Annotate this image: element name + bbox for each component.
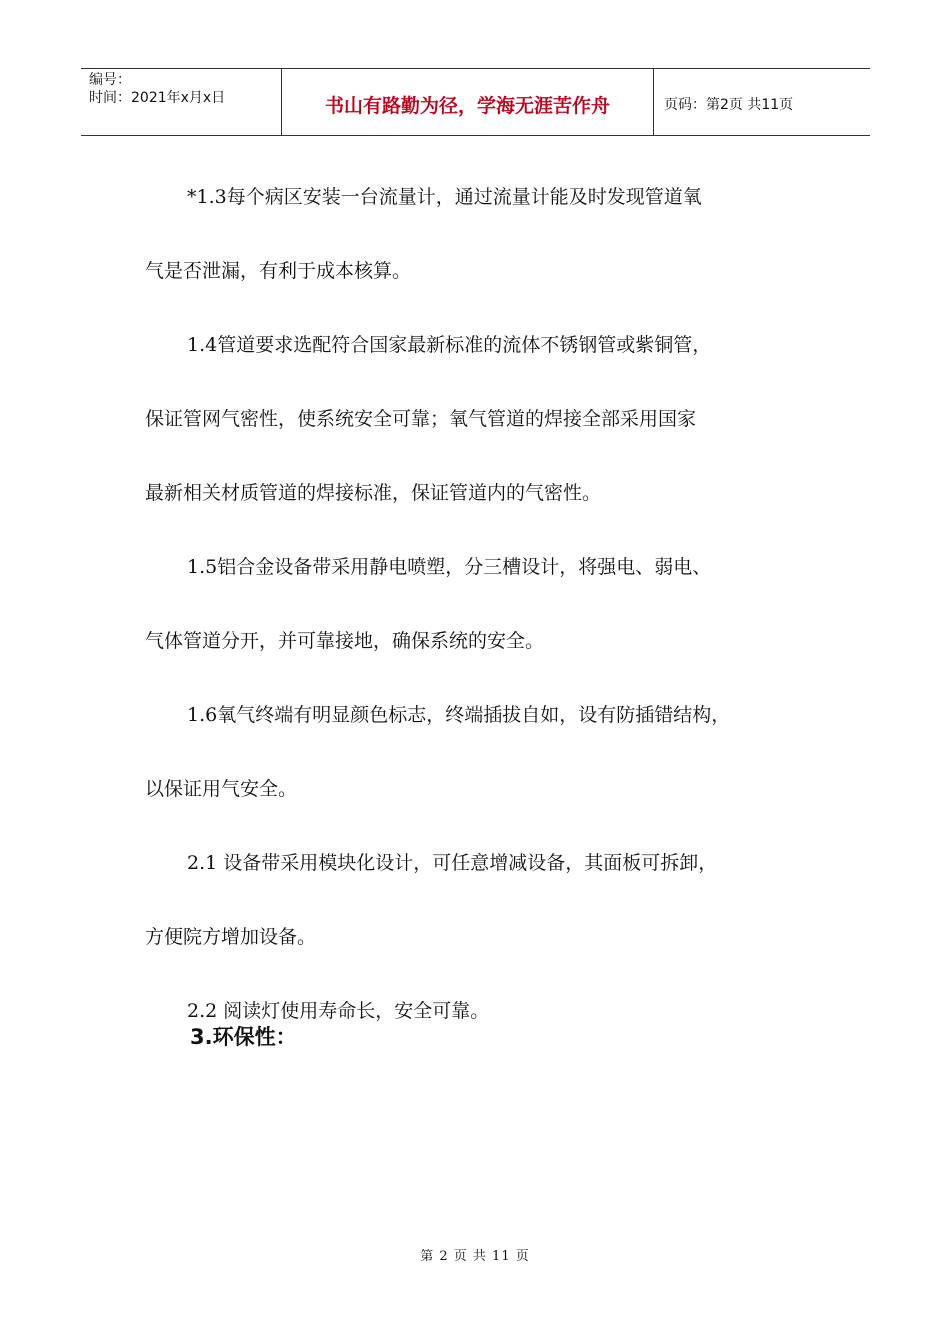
paragraph-line: 1.4管道要求选配符合国家最新标准的流体不锈钢管或紫铜管，: [187, 334, 712, 356]
doc-number-label: 编号：: [89, 72, 131, 88]
paragraph-line: 最新相关材质管道的焊接标准，保证管道内的气密性。: [145, 482, 602, 504]
paragraph-line: 气是否泄漏，有利于成本核算。: [145, 260, 412, 282]
paragraph-line: 1.6氧气终端有明显颜色标志，终端插拔自如，设有防插错结构，: [187, 704, 731, 726]
paragraph-line: 2.1 设备带采用模块化设计，可任意增减设备，其面板可拆卸，: [187, 852, 718, 874]
header-page-info: 页码：第2页 共11页: [664, 97, 794, 113]
paragraph-line: 气体管道分开，并可靠接地，确保系统的安全。: [145, 630, 545, 652]
paragraph-line: 1.5铝合金设备带采用静电喷塑，分三槽设计，将强电、弱电、: [187, 556, 712, 578]
header-motto: 书山有路勤为径，学海无涯苦作舟: [282, 69, 654, 135]
header-meta: [81, 69, 282, 135]
paragraph-line: 方便院方增加设备。: [145, 926, 317, 948]
section-heading: 3.环保性：: [190, 1025, 297, 1049]
date-label: 时间：2021年x月x日: [89, 90, 226, 106]
paragraph-line: 以保证用气安全。: [145, 778, 298, 800]
paragraph-line: *1.3每个病区安装一台流量计，通过流量计能及时发现管道氧: [187, 186, 702, 208]
document-body: [145, 160, 835, 1048]
page-header: [81, 68, 870, 136]
page-footer: 第 2 页 共 11 页: [420, 1249, 530, 1264]
paragraph-line: 保证管网气密性，使系统安全可靠；氧气管道的焊接全部采用国家: [145, 408, 697, 430]
paragraph-line: 2.2 阅读灯使用寿命长，安全可靠。: [187, 1000, 490, 1022]
